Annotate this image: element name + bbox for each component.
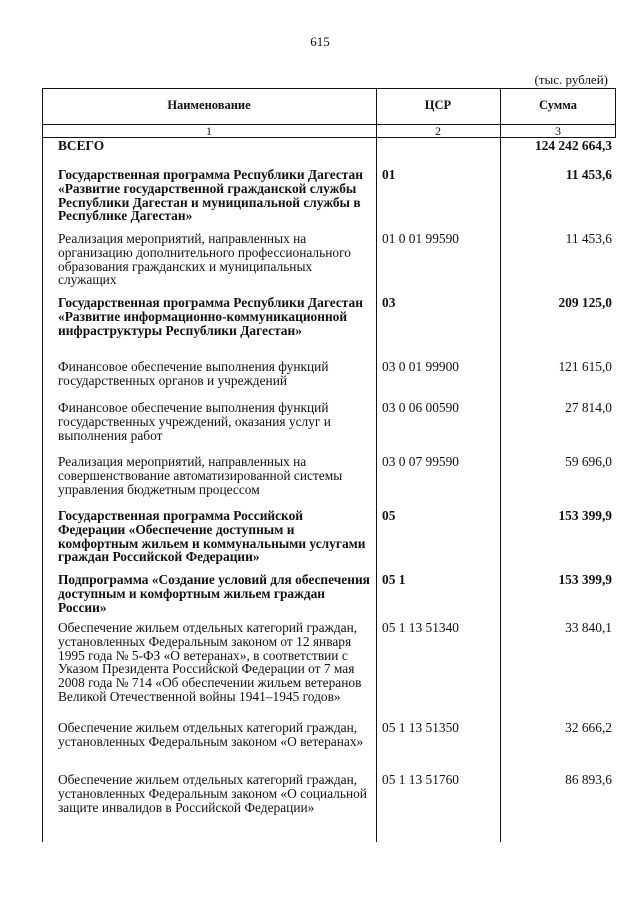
units-label: (тыс. рублей) — [534, 72, 608, 87]
row-sum: 153 399,9 — [558, 508, 612, 523]
header-sum: Сумма — [539, 98, 577, 112]
row-csr: 01 — [382, 167, 396, 182]
row-name: Финансовое обеспечение выполнения функций государственных органов и учреждений — [58, 359, 329, 388]
column-line-left — [42, 88, 43, 842]
row-csr: 05 1 — [382, 572, 406, 587]
row-csr: 03 — [382, 295, 396, 310]
header-col-num-3: 3 — [555, 124, 561, 138]
row-sum: 11 453,6 — [565, 231, 612, 246]
row-csr: 03 0 01 99900 — [382, 359, 459, 374]
row-sum: 27 814,0 — [565, 400, 612, 415]
table-border-top — [42, 88, 616, 89]
row-csr: 05 1 13 51760 — [382, 772, 459, 787]
column-line-csr-sum — [500, 88, 501, 842]
row-name: ВСЕГО — [58, 138, 105, 153]
header-name: Наименование — [167, 98, 251, 112]
row-csr: 01 0 01 99590 — [382, 231, 459, 246]
row-name: Государственная программа Республики Дагестан «Развитие информационно-коммуникационной инфраструктуры Республики Дагестан» — [58, 295, 363, 338]
row-name: Реализация мероприятий, направленных на организацию дополнительного профессионального образования гражданских и муниципальных служащих — [58, 231, 351, 288]
budget-table — [42, 88, 616, 842]
row-sum: 32 666,2 — [565, 720, 612, 735]
row-csr: 03 0 06 00590 — [382, 400, 459, 415]
row-sum: 124 242 664,3 — [535, 138, 612, 153]
row-name: Обеспечение жильем отдельных категорий граждан, установленных Федеральным законом от 12 января 1995 года № 5-ФЗ «О ветеранах», в соответствии с Указом Президента Российской Федерации от 7 мая 2008 года № 714 «Об обеспечении жильем ветеранов Великой Отечественной войны 1941–1945 годов» — [58, 620, 362, 704]
row-csr: 05 — [382, 508, 396, 523]
row-csr: 03 0 07 99590 — [382, 454, 459, 469]
row-sum: 86 893,6 — [565, 772, 612, 787]
row-name: Обеспечение жильем отдельных категорий граждан, установленных Федеральным законом «О социальной защите инвалидов в Российской Федерации» — [58, 772, 367, 815]
row-name: Государственная программа Республики Дагестан «Развитие государственной гражданской службы Республики Дагестан и муниципальной службы в Республике Дагестан» — [58, 167, 363, 224]
header-col-num-1: 1 — [206, 124, 212, 138]
row-name: Обеспечение жильем отдельных категорий граждан, установленных Федеральным законом «О ветеранах» — [58, 720, 364, 749]
row-sum: 153 399,9 — [558, 572, 612, 587]
row-name: Подпрограмма «Создание условий для обеспечения доступным и комфортным жильем граждан России» — [58, 572, 370, 615]
column-line-name-csr — [376, 88, 377, 842]
row-sum: 33 840,1 — [565, 620, 612, 635]
row-sum: 11 453,6 — [565, 167, 612, 182]
row-csr: 05 1 13 51340 — [382, 620, 459, 635]
row-sum: 209 125,0 — [558, 295, 612, 310]
row-csr: 05 1 13 51350 — [382, 720, 459, 735]
header-col-num-2: 2 — [435, 124, 441, 138]
row-sum: 121 615,0 — [558, 359, 612, 374]
row-name: Финансовое обеспечение выполнения функций государственных учреждений, оказания услуг и выполнения работ — [58, 400, 331, 443]
row-name: Реализация мероприятий, направленных на совершенствование автоматизированной системы управления бюджетным процессом — [58, 454, 343, 497]
header-csr: ЦСР — [424, 98, 452, 112]
row-name: Государственная программа Российской Федерации «Обеспечение доступным и комфортным жильем и коммунальными услугами граждан Российской Федерации» — [58, 508, 366, 565]
page-number: 615 — [310, 34, 330, 49]
row-sum: 59 696,0 — [565, 454, 612, 469]
